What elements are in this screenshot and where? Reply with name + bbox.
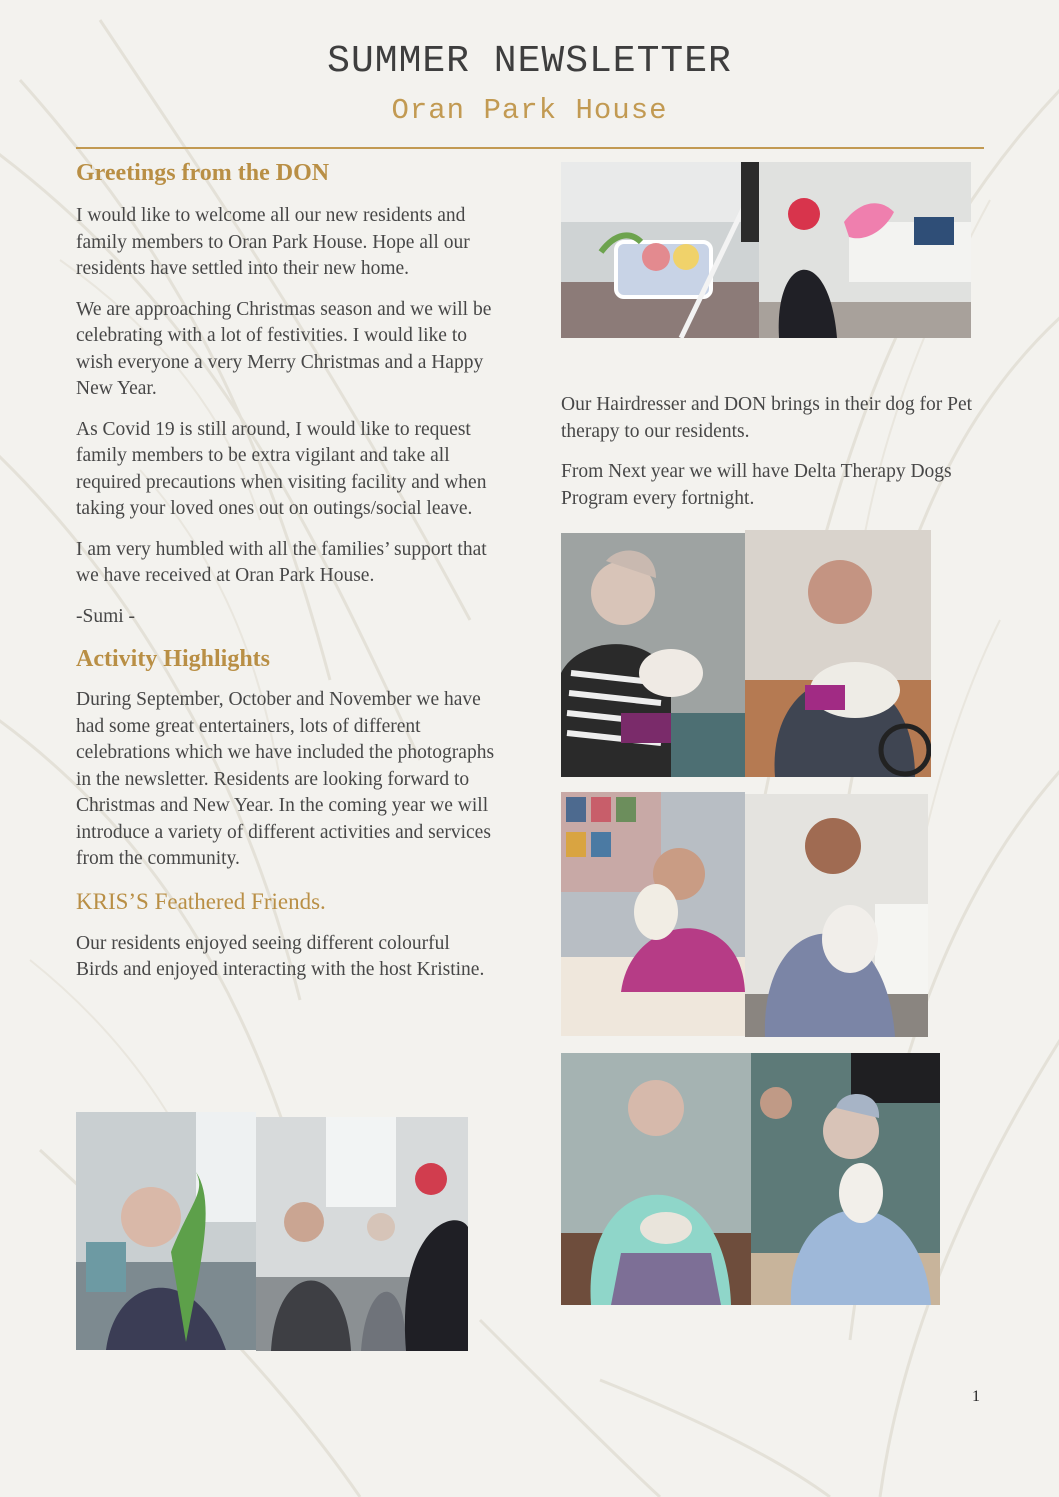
pet-therapy-caption-1: Our Hairdresser and DON brings in their dog for Pet therapy to our residents. bbox=[561, 394, 973, 442]
photo-resident-with-dog-4 bbox=[745, 794, 928, 1037]
greetings-paragraph-4: I am very humbled with all the families’ support that we have received at Oran Park House. bbox=[76, 538, 487, 586]
page-number: 1 bbox=[972, 1388, 980, 1405]
left-column bbox=[76, 158, 496, 984]
greetings-signoff: -Sumi - bbox=[76, 605, 136, 627]
photo-host-with-residents bbox=[256, 1117, 468, 1351]
pet-therapy-captions bbox=[561, 392, 991, 512]
photo-resident-with-dog-3 bbox=[561, 792, 745, 1036]
feathered-heading: KRIS’S Feathered Friends. bbox=[76, 888, 326, 914]
header-divider bbox=[76, 147, 984, 149]
greetings-heading: Greetings from the DON bbox=[76, 160, 330, 186]
greetings-paragraph-3: As Covid 19 is still around, I would like to request family members to be extra vigilant and take all required precautions when visiting facility and when taking your loved ones out on outings/social leave. bbox=[76, 418, 487, 519]
photo-resident-with-dog-2 bbox=[745, 530, 931, 777]
photo-host-with-pink-bird bbox=[759, 162, 971, 338]
greetings-paragraph-1: I would like to welcome all our new residents and family members to Oran Park House. Hope all our residents have settled into their new home. bbox=[76, 205, 470, 279]
photo-resident-with-dog-6 bbox=[751, 1053, 940, 1305]
photo-bird-basket bbox=[561, 162, 759, 338]
activity-paragraph: During September, October and November we have had some great entertainers, lots of different celebrations which we have included the photographs in the newsletter. Residents are looking forward to Christmas and New Year. In the coming year we will introduce a variety of different activities and services from the community. bbox=[76, 689, 495, 869]
pet-therapy-caption-2: From Next year we will have Delta Therapy Dogs Program every fortnight. bbox=[561, 461, 952, 509]
photo-resident-with-dog-5 bbox=[561, 1053, 751, 1305]
newsletter-subtitle: Oran Park House bbox=[391, 94, 668, 127]
photo-resident-with-dog-1 bbox=[561, 533, 745, 777]
photo-resident-with-bird bbox=[76, 1112, 256, 1350]
activity-heading: Activity Highlights bbox=[76, 646, 271, 672]
feathered-paragraph: Our residents enjoyed seeing different colourful Birds and enjoyed interacting with the host Kristine. bbox=[76, 932, 485, 980]
newsletter-title: SUMMER NEWSLETTER bbox=[327, 40, 732, 83]
greetings-paragraph-2: We are approaching Christmas season and we will be celebrating with a lot of festivities. I would like to wish everyone a very Merry Christmas and a Happy New Year. bbox=[76, 298, 492, 399]
